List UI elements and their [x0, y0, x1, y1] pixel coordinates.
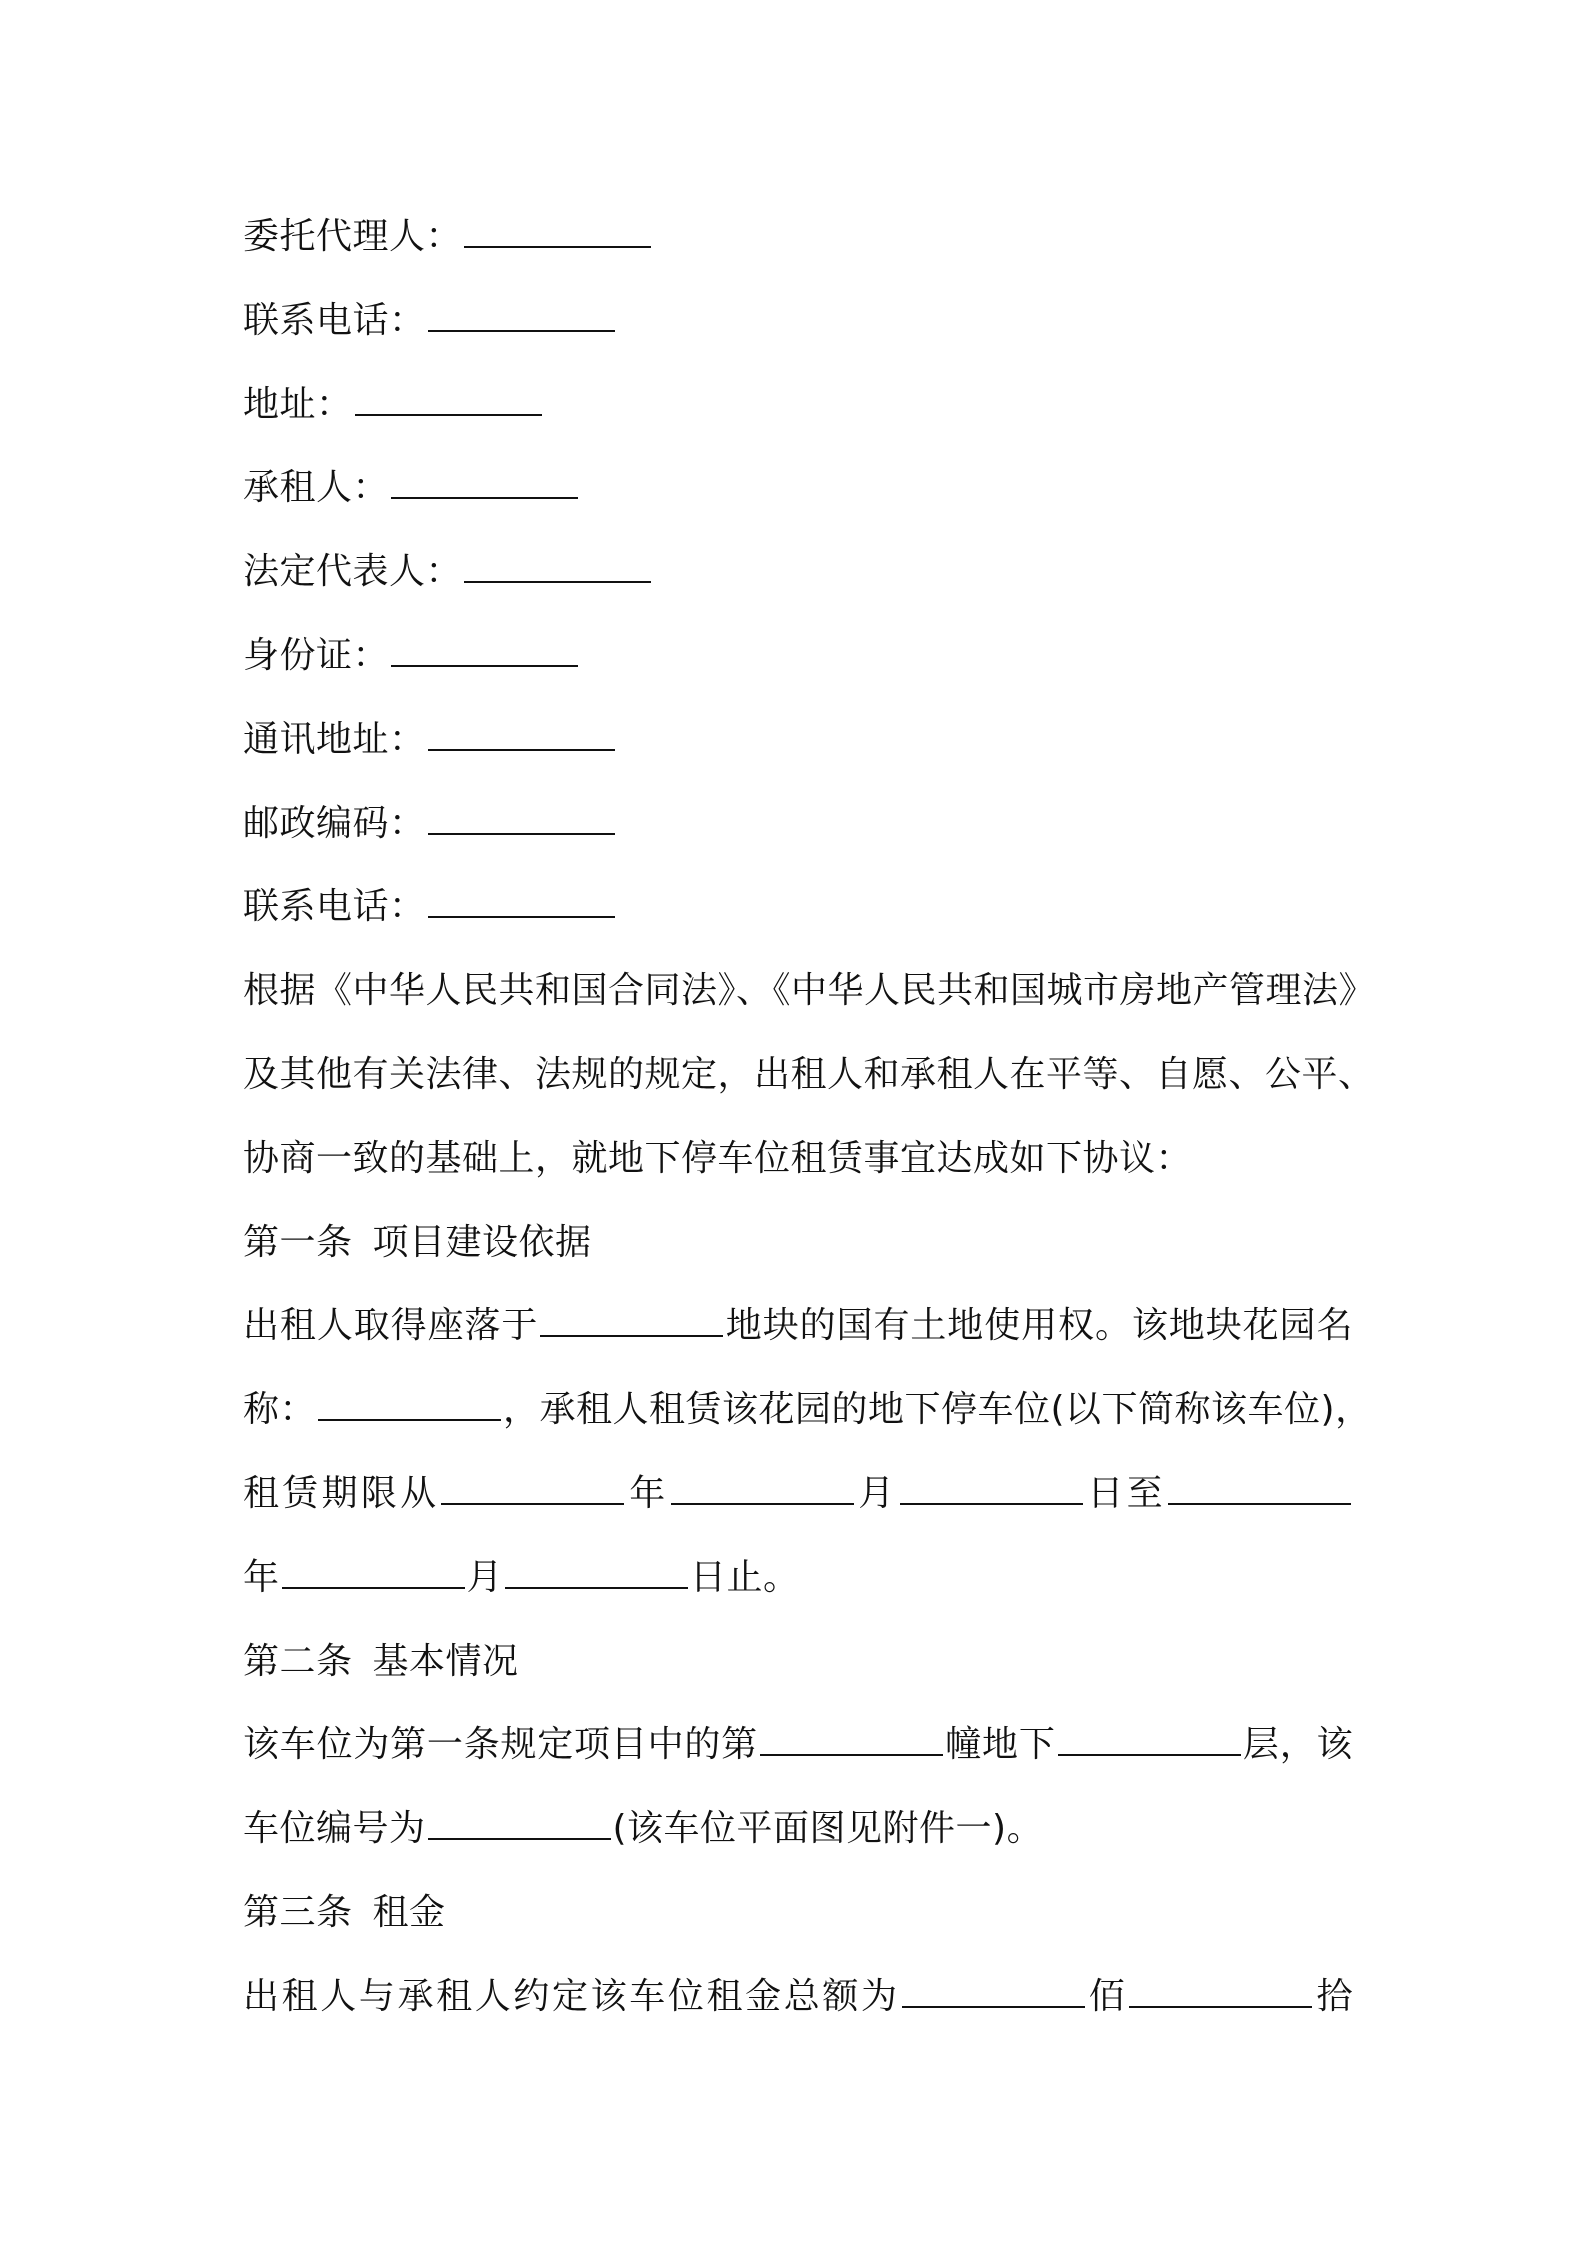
article-3-title: 租金	[372, 1891, 446, 1933]
article-2-text: 该车位为第一条规定项目中的第	[243, 1724, 758, 1766]
phone-label-1: 联系电话：	[243, 299, 426, 341]
article-1-text: ，承租人租赁该花园的地下停车位(以下简称该车位)，	[503, 1389, 1372, 1431]
phone-blank-1	[428, 300, 615, 332]
end-year-blank	[1168, 1473, 1351, 1505]
article-1-text: 月	[855, 1472, 898, 1514]
address-label: 地址：	[243, 383, 353, 425]
article-3-text: 佰	[1086, 1975, 1128, 2017]
article-2-text: (该车位平面图见附件一)。	[612, 1808, 1044, 1850]
space-number-blank	[428, 1808, 611, 1840]
article-3-line-1	[243, 1955, 1353, 2039]
article-2-text: 幢地下	[944, 1724, 1056, 1766]
mail-address-line	[243, 698, 1353, 782]
rent-hundreds-blank	[902, 1976, 1085, 2008]
phone-label-2: 联系电话：	[243, 886, 426, 928]
article-1-line-4	[243, 1536, 1353, 1620]
article-1-line-3	[243, 1452, 1353, 1536]
start-month-blank	[671, 1473, 854, 1505]
article-1-text: 出租人取得座落于	[243, 1305, 539, 1347]
article-1-text: 年	[243, 1556, 280, 1598]
postcode-blank	[428, 803, 615, 835]
address-line	[243, 363, 1353, 447]
article-1-line-1	[243, 1284, 1353, 1368]
legal-rep-label: 法定代表人：	[243, 551, 463, 593]
garden-name-blank	[318, 1389, 501, 1421]
phone-blank-2	[428, 886, 615, 918]
building-blank	[760, 1724, 943, 1756]
id-card-line	[243, 614, 1353, 698]
id-card-label: 身份证：	[243, 634, 390, 676]
article-1-text: 称：	[243, 1389, 317, 1431]
intro-line-2: 及其他有关法律、法规的规定，出租人和承租人在平等、自愿、公平、	[243, 1053, 1375, 1095]
postcode-line	[243, 782, 1353, 866]
article-1-title: 项目建设依据	[372, 1221, 592, 1263]
location-blank	[540, 1305, 723, 1337]
article-1-text: 地块的国有土地使用权。该地块花园名	[725, 1305, 1353, 1347]
article-1-text: 年	[626, 1472, 669, 1514]
start-year-blank	[441, 1473, 624, 1505]
article-2-heading	[243, 1620, 1353, 1704]
article-2-title: 基本情况	[372, 1640, 519, 1682]
article-2-line-2	[243, 1787, 1353, 1871]
article-1-text: 月	[466, 1556, 504, 1598]
lessee-label: 承租人：	[243, 467, 390, 509]
article-1-text: 日至	[1084, 1472, 1166, 1514]
agent-label: 委托代理人：	[243, 216, 463, 257]
mail-address-label: 通讯地址：	[243, 718, 426, 760]
floor-blank	[1058, 1724, 1241, 1756]
agent-blank	[464, 216, 651, 248]
mail-address-blank	[428, 719, 615, 751]
start-day-blank	[900, 1473, 1083, 1505]
article-3-number: 第三条	[243, 1891, 353, 1933]
rent-tens-blank	[1129, 1976, 1312, 2008]
postcode-label: 邮政编码：	[243, 802, 426, 844]
agent-line	[243, 195, 1353, 279]
lessee-line	[243, 446, 1353, 530]
article-3-text: 拾	[1314, 1975, 1353, 2017]
article-2-line-1	[243, 1703, 1353, 1787]
lessee-blank	[391, 467, 578, 499]
article-3-heading	[243, 1871, 1353, 1955]
article-2-text: 层，该	[1242, 1724, 1353, 1766]
article-1-heading	[243, 1201, 1353, 1285]
intro-line-1: 根据《中华人民共和国合同法》、《中华人民共和国城市房地产管理法》	[243, 970, 1376, 1012]
article-2-text: 车位编号为	[243, 1808, 426, 1850]
article-1-line-2	[243, 1368, 1372, 1452]
article-1-number: 第一条	[243, 1221, 353, 1263]
end-day-blank	[505, 1557, 688, 1589]
contract-page	[243, 195, 1376, 2039]
id-card-blank	[391, 635, 578, 667]
article-1-text: 租赁期限从	[243, 1472, 440, 1514]
legal-rep-line	[243, 530, 1353, 614]
end-month-blank	[282, 1557, 465, 1589]
intro-line-3: 协商一致的基础上，就地下停车位租赁事宜达成如下协议：	[243, 1137, 1193, 1179]
article-2-number: 第二条	[243, 1640, 353, 1682]
article-3-text: 出租人与承租人约定该车位租金总额为	[243, 1975, 900, 2017]
legal-rep-blank	[464, 551, 651, 583]
address-blank	[355, 384, 542, 416]
phone-line-2	[243, 865, 1353, 949]
phone-line-1	[243, 279, 1353, 363]
article-1-text: 日止。	[690, 1556, 800, 1598]
